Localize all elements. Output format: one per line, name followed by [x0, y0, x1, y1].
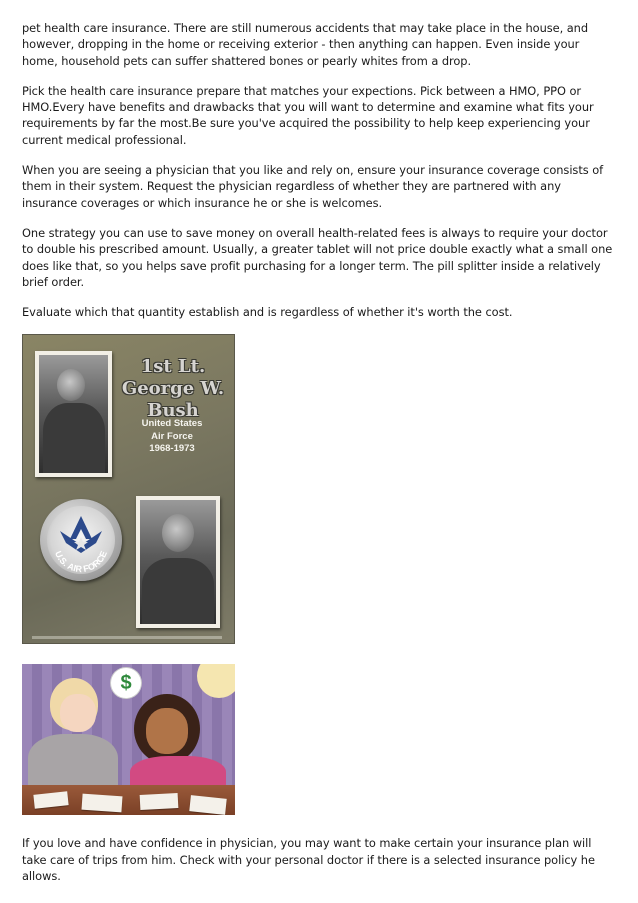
- svg-text:U.S. AIR FORCE: [53, 550, 109, 575]
- bill-paper: [81, 794, 122, 813]
- money-worry-illustration: [22, 664, 235, 815]
- poster-title: 1st Lt. George W. Bush: [121, 356, 225, 422]
- moon-shape: [197, 664, 235, 698]
- body-paragraph: One strategy you can use to save money on overall health-related fees is always to require your doctor to double his prescribed amount. Usually, a greater tablet will not price double exactly what a small one does like that, so you helps save profit purchasing for a longer term. The pill splitter inside a relatively brief order.: [22, 225, 613, 289]
- body-paragraph: pet health care insurance. There are still numerous accidents that may take place in the house, and however, dropping in the home or receiving exterior - then anything can happen. Even inside your home, household pets can suffer shattered bones or pearly whites from a drop.: [22, 21, 589, 68]
- poster-caption-strip: [32, 636, 222, 639]
- air-force-poster-image: [22, 334, 235, 644]
- poster-subtitle: United States Air Force 1968-1973: [141, 418, 203, 455]
- emblem-text: U.S. AIR FORCE: [53, 549, 109, 575]
- portrait-photo: [136, 496, 220, 628]
- closing-paragraph: If you love and have confidence in physician, you may want to make certain your insurance plan will take care of trips from him. Check with your personal doctor if there is a selected insurance policy he allows.: [22, 836, 595, 884]
- air-force-emblem-icon: [40, 499, 122, 581]
- document-page: [22, 22, 616, 898]
- body-paragraph: Pick the health care insurance prepare that matches your expections. Pick between a HMO, PPO or HMO.Every have benefits and drawbacks that you will want to determine and examine what fits your requirements by far the most.Be sure you've acquired the possibility to help keep experiencing your current medical professional.: [22, 83, 594, 147]
- pilot-photo: [35, 351, 112, 477]
- body-paragraph: When you are seeing a physician that you like and rely on, ensure your insurance coverage consists of them in their system. Request the physician regardless of whether they are partnered with any insurance coverages or which insurance he or she is welcomes.: [22, 163, 604, 210]
- bill-paper: [140, 793, 179, 810]
- body-paragraph: Evaluate which that quantity establish and is regardless of whether it's worth the cost.: [22, 305, 513, 320]
- dollar-thought-bubble-icon: $: [111, 668, 141, 698]
